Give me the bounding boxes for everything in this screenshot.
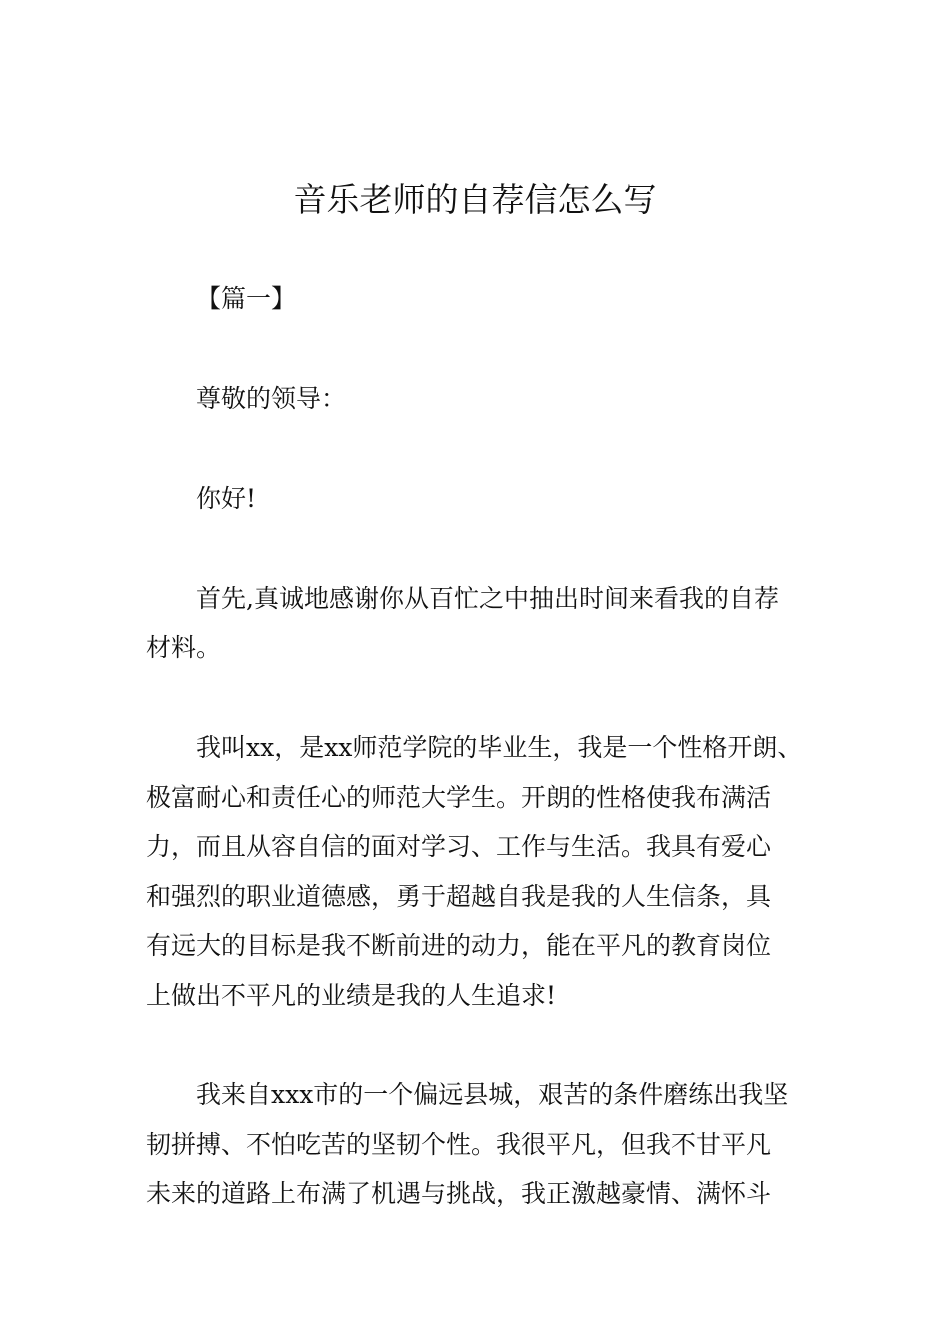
- paragraph-2-line-3: 力，而且从容自信的面对学习、工作与生活。我具有爱心: [146, 832, 772, 861]
- paragraph-2-line-6: 上做出不平凡的业绩是我的人生追求!: [146, 981, 557, 1010]
- paragraph-2-line-1: 我叫xx，是xx师范学院的毕业生，我是一个性格开朗、: [196, 733, 803, 762]
- salutation: 尊敬的领导：: [196, 384, 347, 413]
- document-title: 音乐老师的自荐信怎么写: [293, 180, 657, 219]
- paragraph-2-line-4: 和强烈的职业道德感，勇于超越自我是我的人生信条，具: [146, 882, 772, 911]
- paragraph-2-line-5: 有远大的目标是我不断前进的动力，能在平凡的教育岗位: [146, 931, 772, 960]
- section-label: 【篇一】: [196, 284, 297, 313]
- paragraph-3-line-2: 韧拼搏、不怕吃苦的坚韧个性。我很平凡，但我不甘平凡: [146, 1130, 772, 1159]
- paragraph-1-line-2: 材料。: [146, 633, 222, 662]
- paragraph-1-line-1: 首先,真诚地感谢你从百忙之中抽出时间来看我的自荐: [196, 584, 779, 613]
- greeting: 你好!: [196, 484, 257, 513]
- paragraph-3-line-1: 我来自xxx市的一个偏远县城，艰苦的条件磨练出我坚: [196, 1080, 789, 1109]
- paragraph-2-line-2: 极富耐心和责任心的师范大学生。开朗的性格使我布满活: [146, 783, 772, 812]
- paragraph-3-line-3: 未来的道路上布满了机遇与挑战，我正激越豪情、满怀斗: [146, 1179, 772, 1208]
